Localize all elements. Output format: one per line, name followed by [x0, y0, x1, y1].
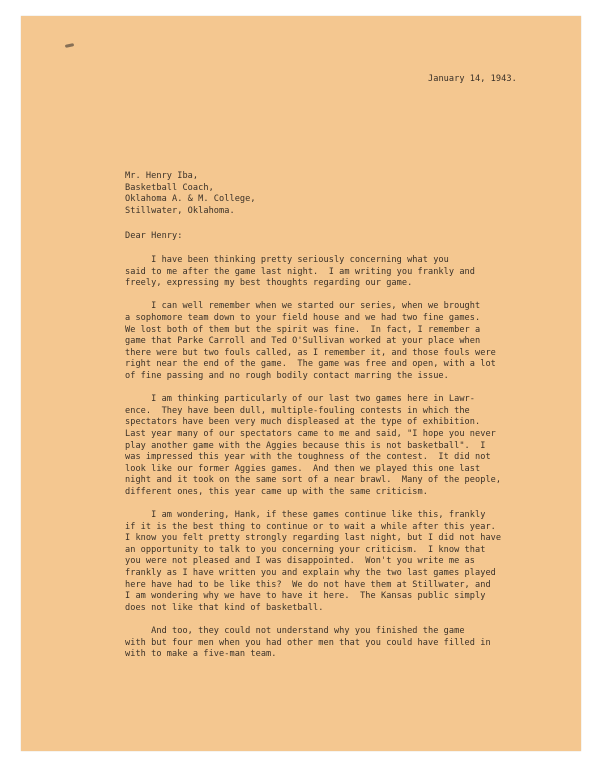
paragraph-5	[125, 626, 545, 661]
body-line: I know you felt pretty strongly regarding last night, but I did not have	[125, 533, 502, 544]
body-line: I am thinking particularly of our last two games here in Lawr-	[125, 394, 475, 405]
letter-sheet	[21, 16, 581, 751]
body-line: was impressed this year with the toughness of the contest. It did not	[125, 452, 491, 463]
body-line: freely, expressing my best thoughts regarding our game.	[125, 278, 413, 289]
body-line: with but four men when you had other men that you could have filled in	[125, 637, 491, 648]
body-line: I am wondering, Hank, if these games continue like this, frankly	[125, 510, 486, 521]
letter-body	[125, 255, 545, 672]
body-line: play another game with the Aggies because this is not basketball". I	[125, 440, 486, 451]
body-line: frankly as I have written you and explain why the two last games played	[125, 568, 496, 579]
recipient-address	[125, 171, 256, 217]
letter-date: January 14, 1943.	[428, 74, 517, 84]
body-line: look like our former Aggies games. And then we played this one last	[125, 463, 481, 474]
body-line: an opportunity to talk to you concerning your criticism. I know that	[125, 544, 486, 555]
body-line: here have had to be like this? We do not have them at Stillwater, and	[125, 579, 491, 590]
body-line: I have been thinking pretty seriously concerning what you	[125, 255, 449, 265]
body-line: if it is the best thing to continue or to wait a while after this year.	[125, 521, 496, 532]
body-line: game that Parke Carroll and Ted O'Sullivan worked at your place when	[125, 336, 481, 347]
body-line: of fine passing and no rough bodily contact marring the issue.	[125, 370, 449, 381]
body-line: a sophomore team down to your field house and we had two fine games.	[125, 312, 481, 323]
recipient-city: Stillwater, Oklahoma.	[125, 205, 235, 216]
paragraph-1	[125, 255, 545, 290]
body-line: And too, they could not understand why you finished the game	[125, 626, 465, 636]
body-line: with to make a five-man team.	[125, 649, 277, 660]
body-line: right near the end of the game. The game was free and open, with a lot	[125, 359, 496, 370]
paragraph-3	[125, 394, 545, 498]
recipient-institution: Oklahoma A. & M. College,	[125, 194, 256, 205]
body-line: said to me after the game last night. I am writing you frankly and	[125, 266, 475, 277]
body-line: We lost both of them but the spirit was fine. In fact, I remember a	[125, 324, 481, 335]
body-line: I can well remember when we started our series, when we brought	[125, 301, 481, 312]
body-line: you were not pleased and I was disappointed. Won't you write me as	[125, 556, 475, 567]
body-line: night and it took on the same sort of a near brawl. Many of the people,	[125, 475, 502, 486]
body-line: there were but two fouls called, as I remember it, and those fouls were	[125, 347, 496, 358]
recipient-name: Mr. Henry Iba,	[125, 171, 199, 181]
paragraph-2	[125, 301, 545, 382]
body-line: spectators have been very much displeased at the type of exhibition.	[125, 417, 481, 428]
typed-letter	[21, 16, 581, 751]
body-line: I am wondering why we have to have it here. The Kansas public simply	[125, 591, 486, 602]
body-line: ence. They have been dull, multiple-fouling contests in which the	[125, 405, 470, 416]
recipient-title: Basketball Coach,	[125, 182, 214, 193]
body-line: does not like that kind of basketball.	[125, 602, 324, 613]
body-line: Last year many of our spectators came to me and said, "I hope you never	[125, 428, 496, 439]
salutation: Dear Henry:	[125, 231, 183, 241]
paragraph-4	[125, 510, 545, 614]
body-line: different ones, this year came up with the same criticism.	[125, 486, 428, 497]
